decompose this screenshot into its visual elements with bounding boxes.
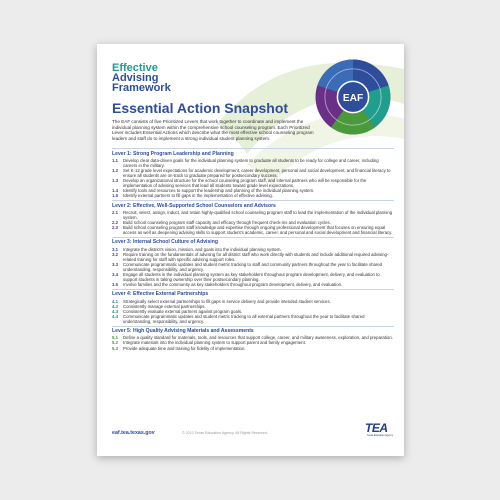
footer-url: eaf.tea.texas.gov [112,430,155,436]
action-number: 3.2 [112,251,118,257]
action-text: Communicate programmatic updates and student metric tracking to all external partners throughout the year to facilitate shared understanding, responsibility, and urgency. [123,313,365,324]
footer-copyright: © 2023 Texas Education Agency. All Rights Reserved. [182,431,268,435]
action-text: Engage all students in the individual planning system as key stakeholders throughout program development, delivery, and evaluation to support students in taking ownership over their postsecondary planning. [123,272,380,283]
brand-line-2: Advising [112,72,159,84]
action-text: Provide adequate time and training for fidelity of implementation. [123,345,246,351]
action-number: 2.2 [112,220,118,225]
lever-3-section [112,237,394,288]
action-number: 1.5 [112,193,118,199]
action-item [112,314,394,324]
action-text: Develop clear data-driven goals for the individual planning system to graduate all students to be ready for college and career, including careers in the military. [123,157,379,168]
action-number: 3.3 [112,261,118,267]
action-item [112,346,394,351]
lever-5-section [112,326,394,351]
levers-list [112,148,394,352]
page-title: Essential Action Snapshot [112,100,289,116]
action-text: Strategically select external partnerships to fill gaps in service delivery and provide intended student services. [123,298,331,304]
action-number: 2.3 [112,225,118,231]
action-number: 1.2 [112,167,118,173]
brand-line-1: Effective [112,62,158,74]
lever-heading: Lever 4: Effective External Partnerships [112,291,209,298]
action-number: 3.5 [112,282,118,288]
action-number: 4.4 [112,313,118,319]
action-number: 4.3 [112,308,118,314]
action-number: 1.3 [112,178,118,184]
tea-logo-text: TEA [365,421,388,435]
action-text: Consistently manage external partnerships. [123,303,206,309]
action-number: 4.2 [112,303,118,309]
lever-heading: Lever 1: Strong Program Leadership and Planning [112,150,234,157]
action-item [112,178,394,188]
eaf-brand-logo [112,63,171,93]
action-number: 3.4 [112,272,118,278]
action-item [112,168,394,178]
action-number: 5.1 [112,335,118,341]
brand-line-3: Framework [112,82,171,94]
document-page [97,44,404,456]
lever-2-section [112,200,394,235]
action-text: Set K-12 grade level expectations for academic development, career development, personal and social development, and financial literacy to ensure all students are on-track to graduate prepared for postsecondary success. [123,167,391,179]
action-text: Recruit, select, assign, induct, and retain highly-qualified school counseling program staff to lead the implementation of the individual planning system. [123,209,393,220]
tea-logo-subtitle: Texas Education Agency [367,434,394,437]
action-item [112,262,394,272]
action-text: Identify external partners to fill gaps in the implementation of effective advising. [123,193,273,199]
action-text: Build school counseling program staff knowledge and expertise through ongoing professional development that focuses on ensuring equal access as well as deepening advising skills to support student's academic, career, and personal and social development and financial literacy. [123,225,393,236]
action-item [112,252,394,262]
action-text: Require training on the fundamentals of advising for all district staff who work directly with students and include additional required advising-related training for staff with specific advising support roles. [123,251,389,262]
lever-4-section [112,289,394,324]
eaf-wheel-graphic [314,58,392,136]
action-item [112,158,394,168]
lever-heading: Lever 3: Internal School Culture of Advising [112,239,218,246]
action-item [112,272,394,282]
action-number: 4.1 [112,298,118,304]
action-number: 2.1 [112,209,118,215]
action-number: 3.1 [112,246,118,252]
action-text: Identify tools and resources to support the leadership and planning of the individual planning system. [123,188,315,194]
action-text: Define a quality standard for materials, tools, and resources that support college, career, and military awareness, exploration, and preparation. [123,335,393,341]
action-text: Consistently evaluate external partners against program goals. [123,308,243,314]
tea-logo [365,421,394,439]
action-item [112,193,394,198]
action-number: 5.3 [112,345,118,351]
action-number: 5.2 [112,340,118,346]
action-number: 1.4 [112,188,118,194]
lever-heading: Lever 2: Effective, Well-Supported School Counselors and Advisors [112,202,276,209]
action-number: 1.1 [112,157,118,163]
action-text: Involve families and the community as key stakeholders throughout program development, delivery, and evaluation. [123,282,343,288]
action-text: Integrate materials into the individual planning system to support parent and family engagement. [123,340,306,346]
action-text: Communicate programmatic updates and student metric tracking to staff and community partners throughout the year to facilitate shared understanding, responsibility, and urgency. [123,261,383,272]
action-item [112,282,394,287]
action-text: Develop an organizational structure for the school counseling program staff, and internal partners who will be responsible for the implementation of advising services that lead all students toward grade level expectations. [123,178,367,189]
wheel-center-label: EAF [342,92,364,104]
action-text: Integrate the district's vision, mission, and goals into the individual planning system. [123,246,282,252]
lever-heading: Lever 5: High Quality Advising Materials and Assessments [112,328,254,335]
action-item [112,225,394,235]
action-text: Build school counseling program staff capacity and efficacy through frequent check-ins and evaluation cycles. [123,220,331,225]
lever-1-section [112,148,394,199]
intro-paragraph: The EAF consists of five Prioritized Levers that work together to coordinate and implement the individual planning system within the comprehensive school counseling program. Each Prioritized Lever includes Essential Actions which describe what the most effective school counseling program leaders and staff do to implement a strong individual student planning system. [112,119,314,141]
action-item [112,210,394,220]
